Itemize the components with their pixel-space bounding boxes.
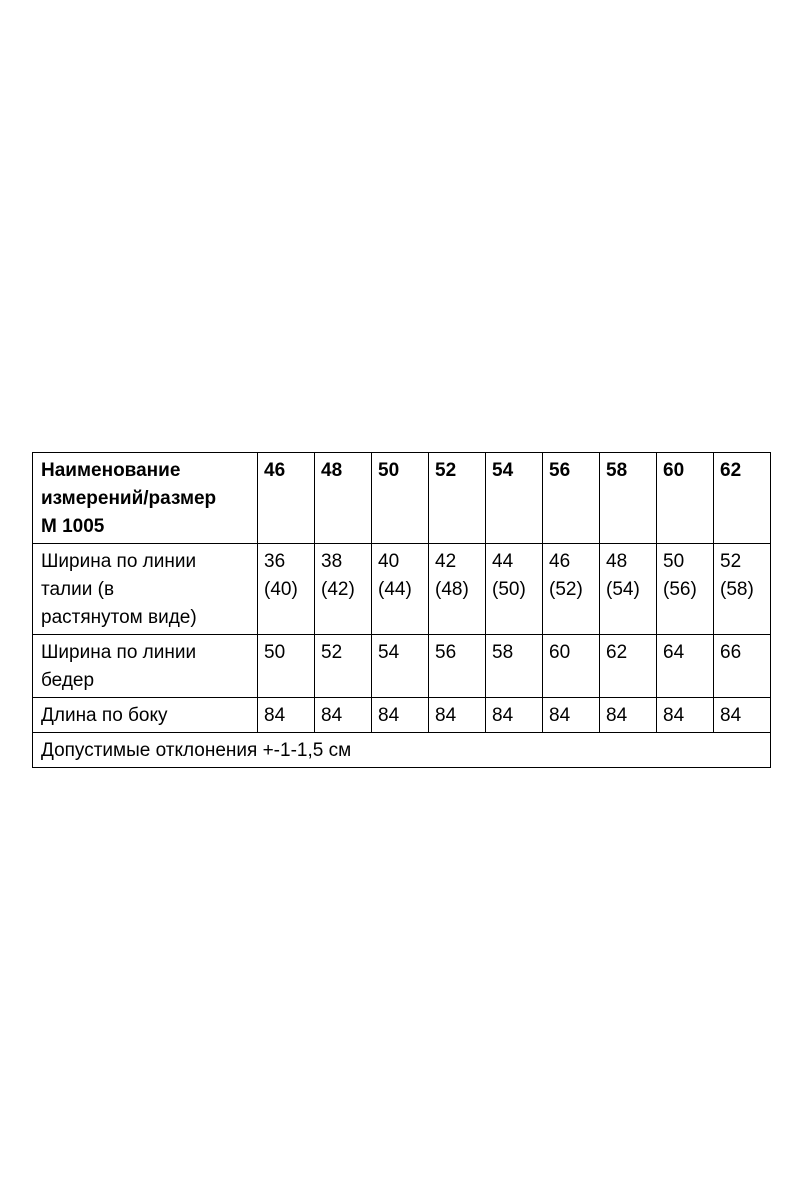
- value-line: 46: [549, 551, 571, 572]
- value-cell: 84: [372, 698, 429, 733]
- value-cell: 62: [600, 635, 657, 698]
- size-header-cell: 54: [486, 453, 543, 544]
- size-chart-table: [32, 452, 771, 768]
- value-cell: 58: [486, 635, 543, 698]
- size-header-cell: 50: [372, 453, 429, 544]
- value-cell: [600, 544, 657, 635]
- value-cell: 84: [258, 698, 315, 733]
- size-header-cell: 58: [600, 453, 657, 544]
- header-label-cell: [33, 453, 258, 544]
- value-cell: 66: [714, 635, 771, 698]
- value-cell: 84: [657, 698, 714, 733]
- value-cell: 56: [429, 635, 486, 698]
- row-label-cell: [33, 698, 258, 733]
- value-line: (56): [663, 579, 697, 600]
- value-cell: [258, 544, 315, 635]
- value-line: 40: [378, 551, 400, 572]
- value-cell: [315, 544, 372, 635]
- header-label-line: Наименование: [41, 460, 181, 481]
- value-cell: [486, 544, 543, 635]
- row-label-cell: [33, 635, 258, 698]
- value-line: 48: [606, 551, 628, 572]
- table-footer-row: [33, 733, 771, 768]
- value-cell: [714, 544, 771, 635]
- value-cell: 84: [600, 698, 657, 733]
- value-line: (48): [435, 579, 469, 600]
- value-line: 38: [321, 551, 343, 572]
- value-cell: 52: [315, 635, 372, 698]
- table-row-side-length: [33, 698, 771, 733]
- header-label-line: измерений/размер: [41, 488, 217, 509]
- row-label-line: бедер: [41, 670, 95, 691]
- size-header-cell: 56: [543, 453, 600, 544]
- header-row: [33, 453, 771, 544]
- value-cell: 84: [714, 698, 771, 733]
- value-cell: 60: [543, 635, 600, 698]
- value-cell: 54: [372, 635, 429, 698]
- value-line: 52: [720, 551, 742, 572]
- row-label-line: талии (в: [41, 579, 115, 600]
- value-line: (40): [264, 579, 298, 600]
- value-line: 50: [663, 551, 685, 572]
- row-label-cell: [33, 544, 258, 635]
- value-line: (52): [549, 579, 583, 600]
- value-cell: [429, 544, 486, 635]
- size-header-cell: 62: [714, 453, 771, 544]
- value-line: 44: [492, 551, 514, 572]
- header-label-line: М 1005: [41, 516, 105, 537]
- value-line: (44): [378, 579, 412, 600]
- value-cell: 64: [657, 635, 714, 698]
- row-label-line: Длина по боку: [41, 705, 168, 726]
- row-label-line: Ширина по линии: [41, 642, 197, 663]
- value-cell: 84: [315, 698, 372, 733]
- value-line: (50): [492, 579, 526, 600]
- value-cell: [657, 544, 714, 635]
- size-header-cell: 52: [429, 453, 486, 544]
- value-line: 36: [264, 551, 286, 572]
- row-label-line: растянутом виде): [41, 607, 197, 628]
- size-header-cell: 60: [657, 453, 714, 544]
- table-row-hip-width: [33, 635, 771, 698]
- tolerance-note: Допустимые отклонения +-1-1,5 см: [33, 733, 771, 768]
- value-cell: [543, 544, 600, 635]
- value-cell: 84: [486, 698, 543, 733]
- value-line: (42): [321, 579, 355, 600]
- size-header-cell: 46: [258, 453, 315, 544]
- value-cell: [372, 544, 429, 635]
- value-line: 42: [435, 551, 457, 572]
- value-cell: 84: [543, 698, 600, 733]
- table-row-waist-width: [33, 544, 771, 635]
- value-cell: 84: [429, 698, 486, 733]
- value-line: (58): [720, 579, 754, 600]
- value-cell: 50: [258, 635, 315, 698]
- value-line: (54): [606, 579, 640, 600]
- size-header-cell: 48: [315, 453, 372, 544]
- row-label-line: Ширина по линии: [41, 551, 197, 572]
